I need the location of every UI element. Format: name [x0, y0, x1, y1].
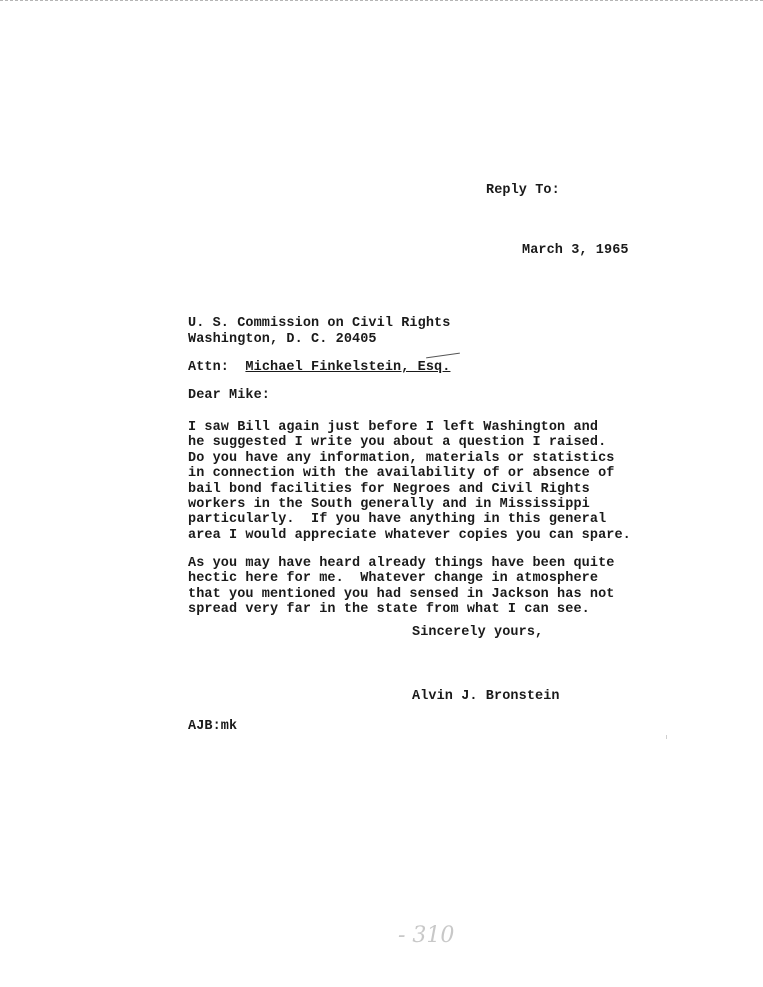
- paragraph-2-line: spread very far in the state from what I can see.: [188, 602, 590, 618]
- paragraph-1-line: Do you have any information, materials or statistics: [188, 450, 615, 466]
- paragraph-2-line: that you mentioned you had sensed in Jackson has not: [188, 586, 615, 602]
- closing: Sincerely yours,: [412, 625, 544, 640]
- recipient-line-2: Washington, D. C. 20405: [188, 332, 377, 347]
- salutation: Dear Mike:: [188, 388, 271, 403]
- paragraph-1-line: particularly. If you have anything in this general: [188, 512, 607, 528]
- page-number-pencil: - 310: [398, 923, 455, 948]
- paragraph-1-line: area I would appreciate whatever copies you can spare.: [188, 527, 631, 543]
- attn-label: Attn:: [188, 360, 230, 375]
- reply-to-label: Reply To:: [486, 183, 560, 198]
- recipient-address: [188, 316, 450, 348]
- attn-name: Michael Finkelstein, Esq.: [245, 360, 451, 375]
- paragraph-2-line: hectic here for me. Whatever change in atmosphere: [188, 571, 599, 587]
- body-paragraph-2: [188, 556, 614, 618]
- scan-speck: [666, 735, 667, 739]
- page-top-edge: [0, 0, 763, 1]
- pen-stroke: [426, 353, 460, 359]
- paragraph-1-line: in connection with the availability of or absence of: [188, 466, 615, 482]
- attention-line: [188, 360, 450, 376]
- paragraph-2-line: As you may have heard already things have been quite: [188, 556, 615, 571]
- typist-initials: AJB:mk: [188, 719, 238, 734]
- body-paragraph-1: [188, 420, 631, 543]
- paragraph-1-line: workers in the South generally and in Mississippi: [188, 497, 590, 513]
- letter-date: March 3, 1965: [522, 243, 629, 258]
- recipient-line-1: U. S. Commission on Civil Rights: [188, 316, 451, 331]
- paragraph-1-line: he suggested I write you about a question I raised.: [188, 435, 607, 451]
- paragraph-1-line: bail bond facilities for Negroes and Civil Rights: [188, 481, 590, 497]
- paragraph-1-line: I saw Bill again just before I left Washington and: [188, 420, 599, 435]
- signature-name: Alvin J. Bronstein: [412, 689, 560, 704]
